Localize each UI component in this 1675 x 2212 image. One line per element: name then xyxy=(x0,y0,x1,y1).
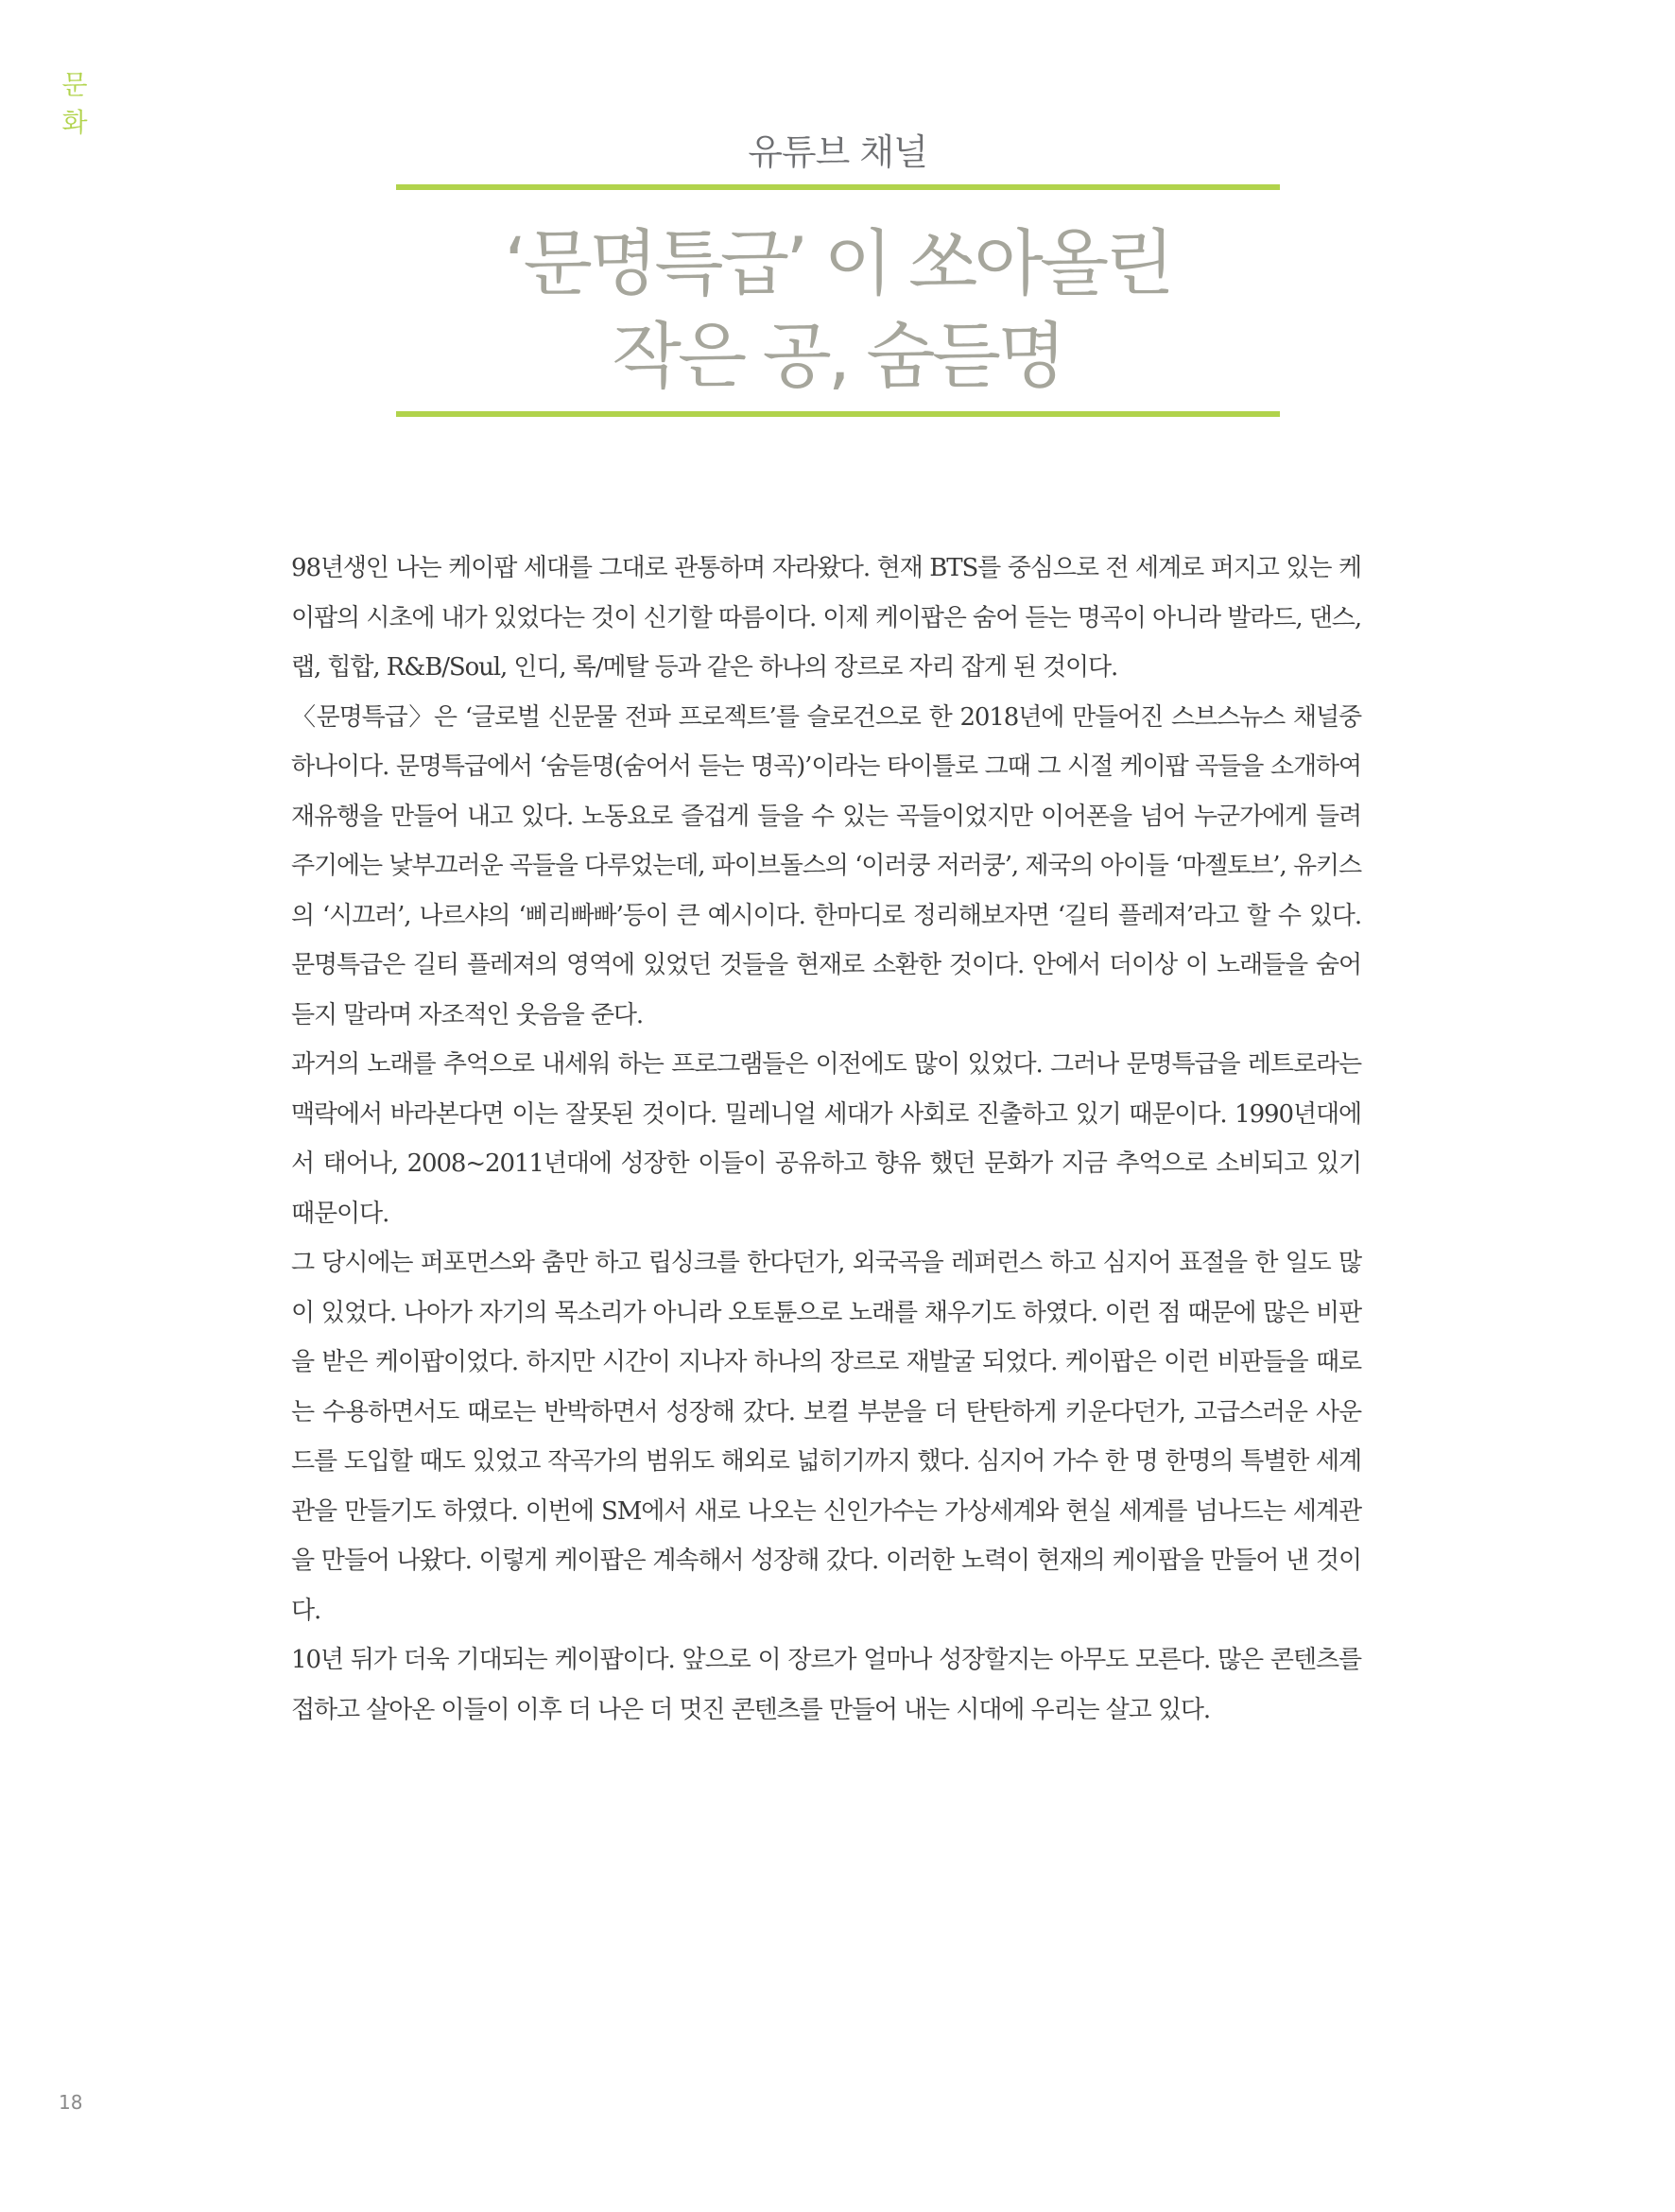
paragraph: 〈문명특급〉은 ‘글로벌 신문물 전파 프로젝트’를 슬로건으로 한 2018년에 만들어진 스브스뉴스 채널중 하나이다. 문명특급에서 ‘숨듣명(숨어서 듣는 명곡)’이라는 타이틀로 그때 그 시절 케이팝 곡들을 소개하여 재유행을 만들어 내고 있다. 노동요로 즐겁게 들을 수 있는 곡들이었지만 이어폰을 넘어 누군가에게 들려주기에는 낯부끄러운 곡들을 다루었는데, 파이브돌스의 ‘이러쿵 저러쿵’, 제국의 아이들 ‘마젤토브’, 유키스의 ‘시끄러’, 나르샤의 ‘삐리빠빠’등이 큰 예시이다. 한마디로 정리해보자면 ‘길티 플레져’라고 할 수 있다. 문명특급은 길티 플레져의 영역에 있었던 것들을 현재로 소환한 것이다. 안에서 더이상 이 노래들을 숨어 듣지 말라며 자조적인 웃음을 준다. xyxy=(291,702,1361,1029)
headline-line: 작은 공, 숨듣명 xyxy=(612,314,1063,398)
paragraph: 그 당시에는 퍼포먼스와 춤만 하고 립싱크를 한다던가, 외국곡을 레퍼런스 하고 심지어 표절을 한 일도 많이 있었다. 나아가 자기의 목소리가 아니라 오토튠으로 노래를 채우기도 하였다. 이런 점 때문에 많은 비판을 받은 케이팝이었다. 하지만 시간이 지나자 하나의 장르로 재발굴 되었다. 케이팝은 이런 비판들을 때로는 수용하면서도 때로는 반박하면서 성장해 갔다. 보컬 부분을 더 탄탄하게 키운다던가, 고급스러운 사운드를 도입할 때도 있었고 작곡가의 범위도 해외로 넓히기까지 했다. 심지어 가수 한 명 한명의 특별한 세계관을 만들기도 하였다. 이번에 SM에서 새로 나오는 신인가수는 가상세계와 현실 세계를 넘나드는 세계관을 만들어 나왔다. 이렇게 케이팝은 계속해서 성장해 갔다. 이러한 노력이 현재의 케이팝을 만들어 낸 것이다. xyxy=(291,1249,1361,1625)
article-kicker: 유튜브 채널 xyxy=(748,131,927,173)
top-divider xyxy=(396,184,1280,190)
section-tag-char: 화 xyxy=(61,107,88,138)
article-headline xyxy=(0,217,1675,403)
paragraph: 98년생인 나는 케이팝 세대를 그대로 관통하며 자라왔다. 현재 BTS를 중심으로 전 세계로 퍼지고 있는 케이팝의 시초에 내가 있었다는 것이 신기할 따름이다. 이제 케이팝은 숨어 듣는 명곡이 아니라 발라드, 댄스, 랩, 힙합, R&B/Soul, 인디, 록/메탈 등과 같은 하나의 장르로 자리 잡게 된 것이다. xyxy=(291,554,1361,682)
bottom-divider xyxy=(396,411,1280,417)
article-body xyxy=(291,544,1361,1735)
paragraph: 10년 뒤가 더욱 기대되는 케이팝이다. 앞으로 이 장르가 얼마나 성장할지는 아무도 모른다. 많은 콘텐츠를 접하고 살아온 이들이 이후 더 나은 더 멋진 콘텐츠를 만들어 내는 시대에 우리는 살고 있다. xyxy=(291,1646,1361,1724)
paragraph: 과거의 노래를 추억으로 내세워 하는 프로그램들은 이전에도 많이 있었다. 그러나 문명특급을 레트로라는 맥락에서 바라본다면 이는 잘못된 것이다. 밀레니얼 세대가 사회로 진출하고 있기 때문이다. 1990년대에서 태어나, 2008~2011년대에 성장한 이들이 공유하고 향유 했던 문화가 지금 추억으로 소비되고 있기 때문이다. xyxy=(291,1050,1361,1228)
section-tag-char: 문 xyxy=(61,69,88,100)
page-number: 18 xyxy=(59,2091,83,2114)
headline-line: ‘문명특급’ 이 쏘아올린 xyxy=(504,221,1171,305)
